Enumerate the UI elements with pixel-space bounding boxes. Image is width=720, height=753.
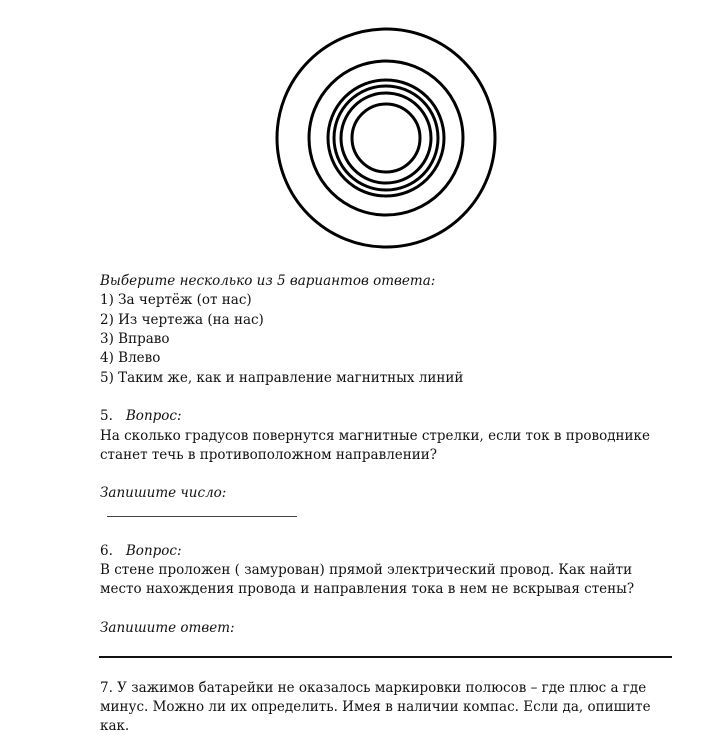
option-1[interactable]: 1) За чертёж (от нас) [100,292,252,308]
q6-text-line-2: место нахождения провода и направления тока в нем не вскрывая стены? [100,581,635,597]
field-ring-6 [352,104,420,172]
field-ring-4 [334,86,438,190]
q5-number: 5. [100,408,113,424]
q6-label: Вопрос: [125,543,182,559]
field-ring-2 [309,61,463,215]
q5-header [100,407,182,426]
q6-text-line-1: В стене проложен ( замурован) прямой электрический провод. Как найти [100,562,633,578]
q6-number: 6. [100,543,113,559]
q5-text-line-2: станет течь в противоположном направлении? [100,447,437,463]
option-2[interactable]: 2) Из чертежа (на нас) [100,312,264,328]
option-3[interactable]: 3) Вправо [100,331,170,347]
field-ring-5 [341,93,431,183]
concentric-circles-figure [270,18,505,258]
q5-label: Вопрос: [125,408,182,424]
option-5[interactable]: 5) Таким же, как и направление магнитных линий [100,370,464,386]
q6-prompt: Запишите ответ: [100,620,235,636]
q6-answer-line[interactable] [99,656,672,658]
q5-prompt: Запишите число: [100,485,227,501]
q7-text-line-3: как. [100,718,130,734]
q5-text-line-1: На сколько градусов повернутся магнитные стрелки, если ток в проводнике [100,428,650,444]
q5-answer-blank[interactable] [107,516,297,517]
q7-text-line-2: минус. Можно ли их определить. Имея в наличии компас. Если да, опишите [100,699,651,715]
field-ring-3 [328,80,444,196]
answer-instruction: Выберите несколько из 5 вариантов ответа: [100,273,436,289]
q7-text-line-1: 7. У зажимов батарейки не оказалось маркировки полюсов – где плюс а где [100,680,647,696]
q6-header [100,542,182,561]
option-4[interactable]: 4) Влево [100,350,161,366]
